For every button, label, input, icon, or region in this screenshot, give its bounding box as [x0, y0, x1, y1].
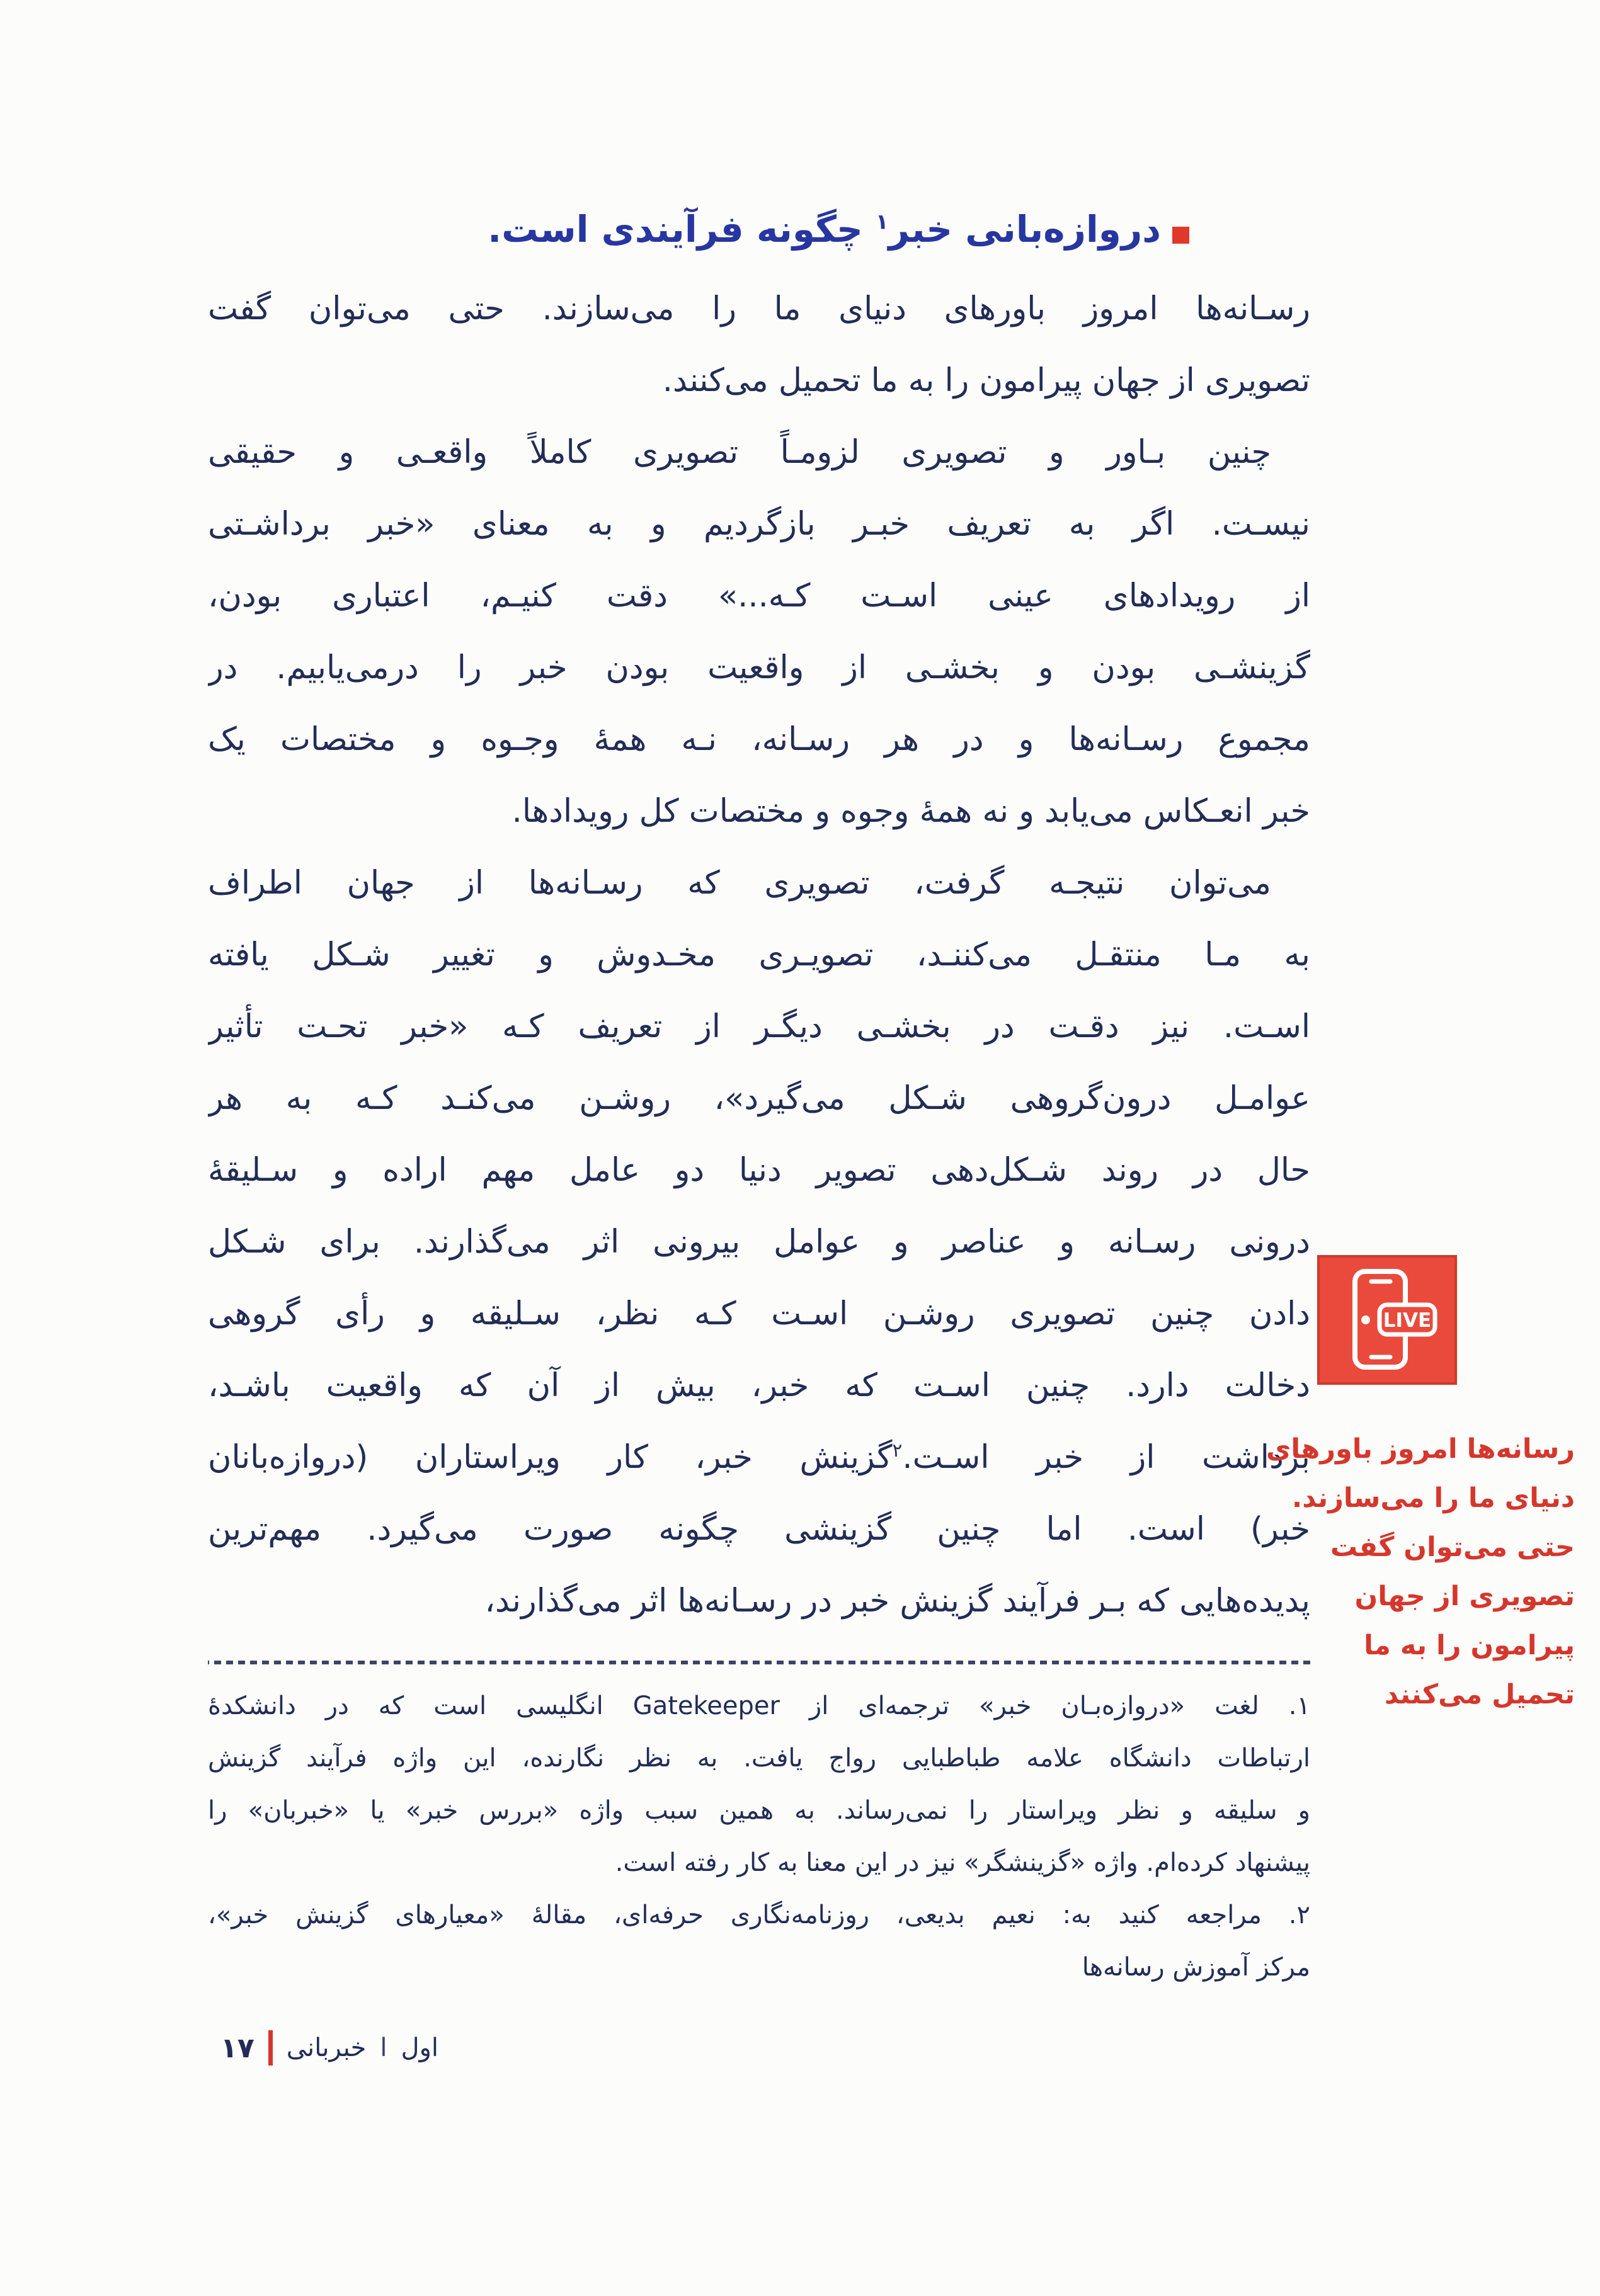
text-line: خبر انعـکاس می‌یابد و نه همهٔ وجوه و مختصات کل رویدادها. [511, 793, 1310, 830]
margin-note-line: پیرامون را به ما [1364, 1630, 1575, 1661]
margin-note-line: حتی می‌توان گفت [1330, 1532, 1575, 1563]
text-line: تصویری از جهان پیرامون را به ما تحمیل می‌کنند. [662, 362, 1310, 399]
footnote-line: ۲. مراجعه کنید به: نعیم بدیعی، روزنامه‌نگاری حرفه‌ای، مقالهٔ «معیارهای گزینش خبر»، [208, 1901, 1310, 1929]
margin-note-line: تصویری از جهان [1354, 1581, 1575, 1612]
text-line: اسـت. نیز دقـت در بخشـی دیگـر از تعریف کـه «خبر تحـت تأثیر [208, 1008, 1310, 1045]
margin-note-line: تحمیل می‌کنند [1385, 1679, 1575, 1710]
live-broadcast-phone-icon [1317, 1255, 1457, 1385]
footnote-line: ۱. لغت «دروازه‌بـان خبر» ترجمه‌ای از Gatekeeper انگلیسی است که در دانشکدهٔ [208, 1691, 1310, 1720]
text-line: برداشت از خبر اسـت.$^۲$گزینش خبر، کار ویراستاران (دروازه‌بانان [208, 1439, 1310, 1476]
section-heading [488, 208, 1189, 251]
text-line: دادن چنین تصویری روشـن اسـت کـه نظر، سـلیقه و رأی گروهی [208, 1295, 1310, 1333]
text-line: چنین بـاور و تصویری لزومـاً تصویری کاملاً واقعـی و حقیقی [208, 434, 1271, 471]
footer-divider: ا [380, 2033, 387, 2062]
text-line: رسـانه‌ها امروز باورهای دنیای ما را می‌سازند. حتی می‌توان گفت [208, 290, 1310, 327]
footer-chapter: اول [401, 2033, 439, 2062]
margin-note [1266, 1424, 1575, 1719]
footer-red-bar-icon [268, 2030, 273, 2066]
text-line: درونی رسـانه و عناصر و عوامل بیرونی اثر می‌گذارند. برای شـکل [208, 1224, 1310, 1261]
text-line: خبر) است. اما چنین گزینشی چگونه صورت می‌گیرد. مهم‌ترین [208, 1511, 1310, 1548]
text-line: حال در روند شـکل‌دهی تصویر دنیا دو عامل مهم اراده و سـلیقهٔ [208, 1152, 1310, 1189]
text-line: گزینشـی بودن و بخشـی از واقعیت بودن خبر را درمی‌یابیم. در [208, 649, 1310, 686]
footnotes [208, 1680, 1310, 1994]
footnote-separator [208, 1661, 1310, 1664]
footer-title: خبربانی [286, 2033, 367, 2062]
text-line: می‌توان نتیجـه گرفت، تصویری که رسـانه‌ها از جهان اطراف [208, 865, 1271, 902]
footnote-line: ارتباطات دانشگاه علامه طباطبایی رواج یافت. به نظر نگارنده، این واژه فرآیند گزینش [208, 1744, 1310, 1773]
footnote-line: پیشنهاد کرده‌ام. واژه «گزینشگر» نیز در این معنا به کار رفته است. [615, 1848, 1310, 1877]
text-line: عوامـل درون‌گروهی شـکل می‌گیرد»، روشـن می‌کنـد کـه به هر [208, 1080, 1310, 1117]
text-line: دخالت دارد. چنین اسـت که خبر، بیش از آن که واقعیت باشـد، [208, 1367, 1310, 1404]
heading-text: دروازه‌بانی خبر$^۱$ چگونه فرآیندی است. [488, 208, 1161, 251]
live-badge-label: LIVE [1383, 1309, 1432, 1332]
margin-note-line: دنیای ما را می‌سازند. [1291, 1482, 1575, 1514]
text-line: به مـا منتقـل می‌کننـد، تصویـری مخـدوش و تغییر شـکل یافته [208, 936, 1310, 974]
body-text [208, 273, 1310, 1637]
margin-note-line: رسانه‌ها امروز باورهای [1266, 1433, 1575, 1465]
text-line: مجموع رسـانه‌ها و در هر رسـانه، نـه همهٔ وجـوه و مختصات یک [208, 721, 1310, 758]
red-square-bullet-icon [1172, 227, 1189, 244]
text-line: پدیده‌هایی که بـر فرآیند گزینش خبر در رسـانه‌ها اثر می‌گذارند، [484, 1583, 1310, 1620]
footnote-line: مرکز آموزش رسانه‌ها [1082, 1953, 1310, 1982]
page-footer [220, 2030, 438, 2066]
footer-page-number: ۱۷ [220, 2032, 254, 2064]
footnote-line: و سلیقه و نظر ویراستار را نمی‌رساند. به همین سبب واژه «بررس خبر» یا «خبربان» را [208, 1796, 1310, 1825]
text-line: نیسـت. اگر به تعریف خبـر بازگردیم و به معنای «خبر برداشـتی [208, 506, 1310, 543]
text-line: از رویدادهای عینی اسـت کـه...» دقت کنیـم، اعتباری بودن، [208, 577, 1310, 615]
